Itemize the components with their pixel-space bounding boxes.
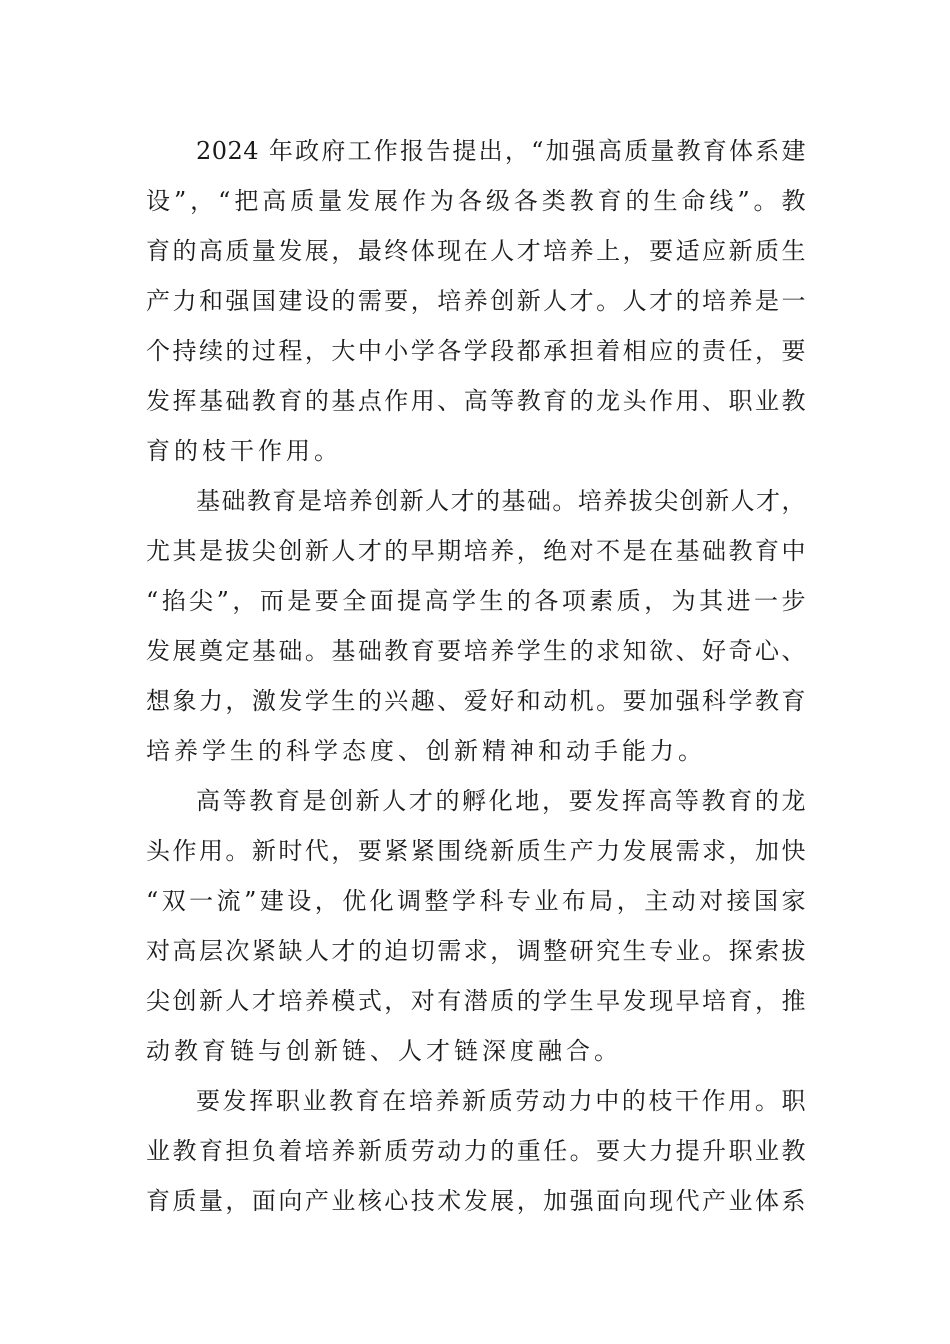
text-line: “双一流”建设，优化调整学科专业布局，主动对接国家 (146, 887, 806, 915)
text-line: 个持续的过程，大中小学各学段都承担着相应的责任，要 (146, 337, 806, 365)
text-line: 高等教育是创新人才的孵化地，要发挥高等教育的龙 (196, 787, 806, 815)
text-line: 对高层次紧缺人才的迫切需求，调整研究生专业。探索拔 (146, 937, 806, 965)
text-line: “掐尖”，而是要全面提高学生的各项素质，为其进一步 (146, 587, 806, 615)
text-line: 设”，“把高质量发展作为各级各类教育的生命线”。教 (146, 187, 806, 215)
text-line: 基础教育是培养创新人才的基础。培养拔尖创新人才， (196, 487, 806, 515)
text-line: 尤其是拔尖创新人才的早期培养，绝对不是在基础教育中 (146, 537, 806, 565)
text-line: 要发挥职业教育在培养新质劳动力中的枝干作用。职 (196, 1087, 806, 1115)
text-line: 育的高质量发展，最终体现在人才培养上，要适应新质生 (146, 237, 806, 265)
text-line: 发挥基础教育的基点作用、高等教育的龙头作用、职业教 (146, 387, 806, 415)
text-line: 育质量，面向产业核心技术发展，加强面向现代产业体系 (146, 1187, 806, 1215)
text-line: 头作用。新时代，要紧紧围绕新质生产力发展需求，加快 (146, 837, 806, 865)
text-line: 育的枝干作用。 (146, 437, 342, 465)
text-line: 发展奠定基础。基础教育要培养学生的求知欲、好奇心、 (146, 637, 806, 665)
text-line: 2024 年政府工作报告提出，“加强高质量教育体系建 (196, 137, 806, 165)
text-line: 动教育链与创新链、人才链深度融合。 (146, 1037, 622, 1065)
text-line: 培养学生的科学态度、创新精神和动手能力。 (146, 737, 706, 765)
text-line: 尖创新人才培养模式，对有潜质的学生早发现早培育，推 (146, 987, 806, 1015)
text-line: 想象力，激发学生的兴趣、爱好和动机。要加强科学教育 (146, 687, 806, 715)
text-line: 产力和强国建设的需要，培养创新人才。人才的培养是一 (146, 287, 806, 315)
text-line: 业教育担负着培养新质劳动力的重任。要大力提升职业教 (146, 1137, 806, 1165)
